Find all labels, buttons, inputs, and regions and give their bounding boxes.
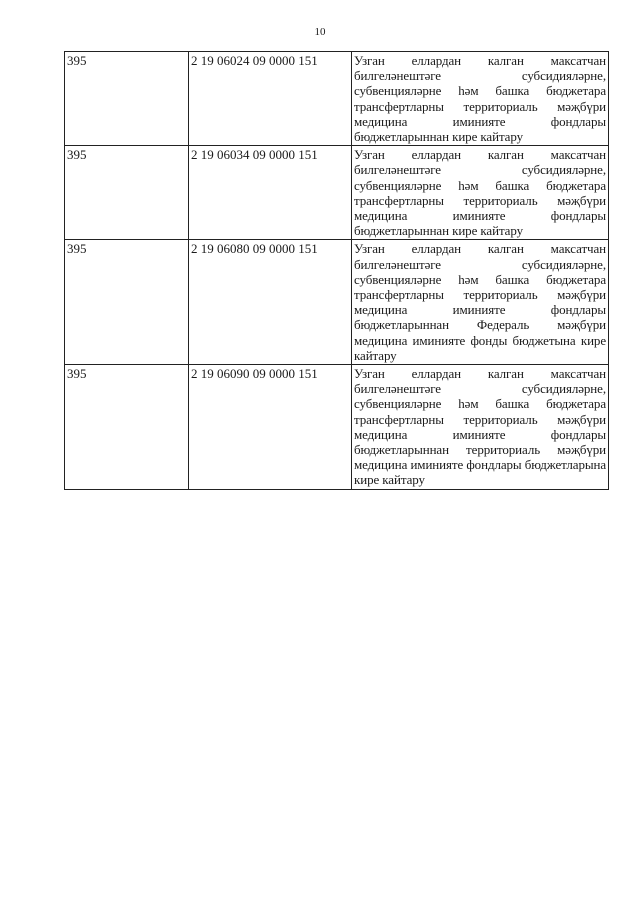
admin-code-cell: 395: [65, 146, 189, 240]
budget-code-cell: 2 19 06034 09 0000 151: [189, 146, 352, 240]
budget-code-cell: 2 19 06024 09 0000 151: [189, 52, 352, 146]
budget-code-table: [64, 51, 609, 490]
page-number: 10: [314, 26, 326, 38]
admin-code-cell: 395: [65, 365, 189, 490]
description-cell: Узган еллардан калган максатчан билгеләнештәге субсидияләрне, субвенцияләрне һәм башка бюджетара трансфертларны территориаль мәҗбүри медицина иминияте фондлары бюджетларыннан кире кайтару: [352, 146, 609, 240]
budget-code-cell: 2 19 06080 09 0000 151: [189, 240, 352, 365]
budget-code-cell: 2 19 06090 09 0000 151: [189, 365, 352, 490]
description-cell: Узган еллардан калган максатчан билгеләнештәге субсидияләрне, субвенцияләрне һәм башка бюджетара трансфертларны территориаль мәҗбүри медицина иминияте фондлары бюджетларыннан территориаль мәҗбүри медицина иминияте фондлары бюджетларына кире кайтару: [352, 365, 609, 490]
table-row: [65, 146, 609, 240]
table-row: [65, 365, 609, 490]
table-row: [65, 240, 609, 365]
description-cell: Узган еллардан калган максатчан билгеләнештәге субсидияләрне, субвенцияләрне һәм башка бюджетара трансфертларны территориаль мәҗбүри медицина иминияте фондлары бюджетларыннан Федераль мәҗбүри медицина иминияте фонды бюджетына кире кайтару: [352, 240, 609, 365]
admin-code-cell: 395: [65, 52, 189, 146]
table-row: [65, 52, 609, 146]
description-cell: Узган еллардан калган максатчан билгеләнештәге субсидияләрне, субвенцияләрне һәм башка бюджетара трансфертларны территориаль мәҗбүри медицина иминияте фондлары бюджетларыннан кире кайтару: [352, 52, 609, 146]
admin-code-cell: 395: [65, 240, 189, 365]
